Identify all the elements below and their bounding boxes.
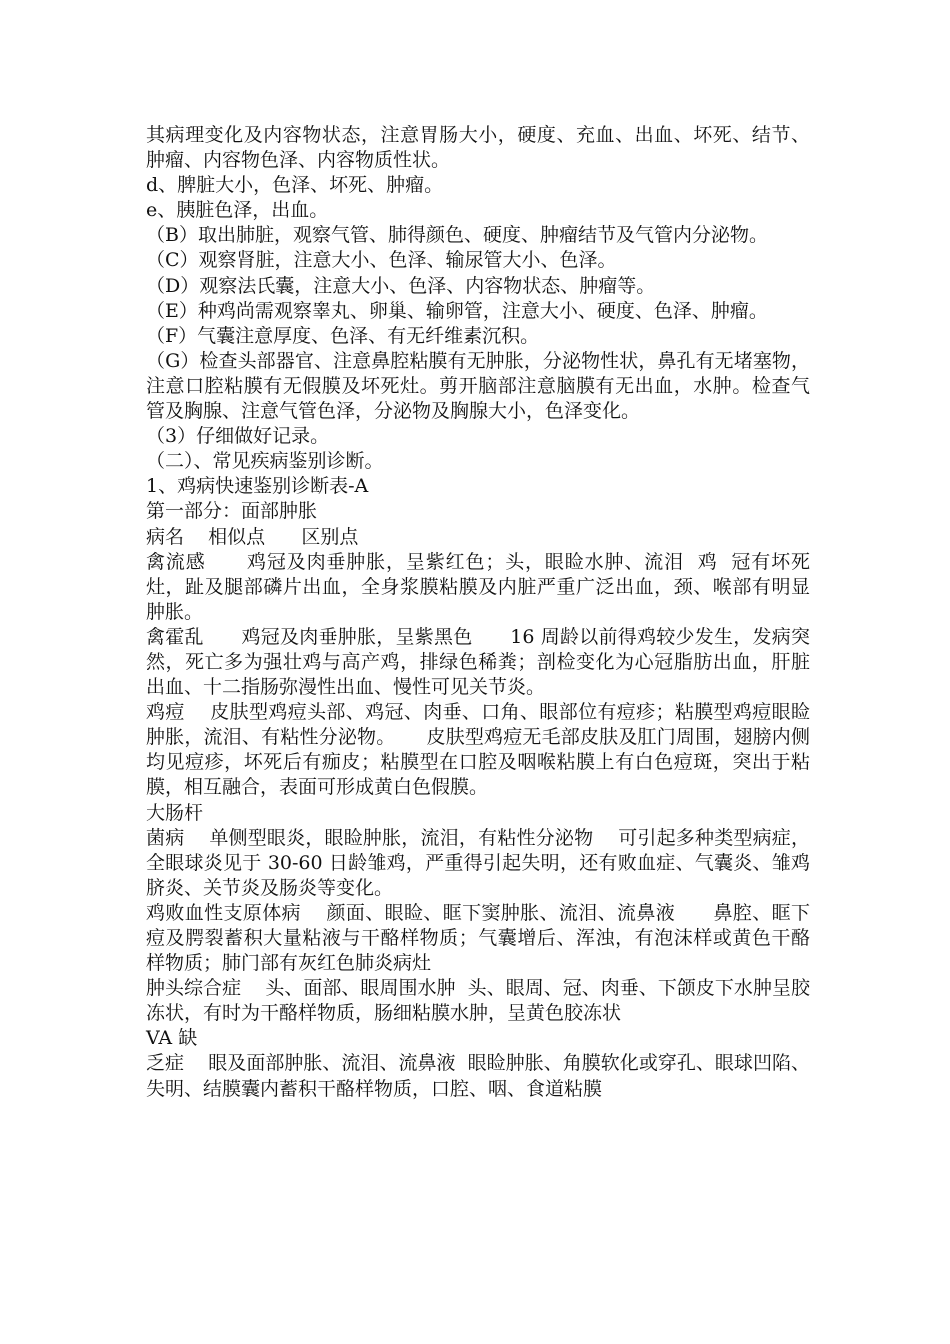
paragraph: （F）气囊注意厚度、色泽、有无纤维素沉积。	[146, 324, 540, 347]
paragraph: （B）取出肺脏，观察气管、肺得颜色、硬度、肿瘤结节及气管内分泌物。	[146, 224, 768, 247]
paragraph: d、脾脏大小，色泽、坏死、肿瘤。	[146, 174, 444, 197]
table-header: 病名 相似点 区别点	[146, 525, 359, 548]
table-row: 大肠杆	[146, 801, 204, 824]
table-row: 禽流感 鸡冠及肉垂肿胀，呈紫红色；头，眼睑水肿、流泪 鸡 冠有坏死灶，趾及腿部磷片出血，全身浆膜粘膜及内脏严重广泛出血，颈、喉部有明显肿胀。	[146, 550, 810, 623]
document-body	[146, 123, 810, 1102]
paragraph: （G）检查头部器官、注意鼻腔粘膜有无肿胀，分泌物性状，鼻孔有无堵塞物，注意口腔粘膜有无假膜及坏死灶。剪开脑部注意脑膜有无出血，水肿。检查气管及胸腺、注意气管色泽，分泌物及胸腺大小，色泽变化。	[146, 349, 810, 423]
paragraph: （3）仔细做好记录。	[146, 425, 330, 448]
paragraph: 其病理变化及内容物状态，注意胃肠大小，硬度、充血、出血、坏死、结节、肿瘤、内容物色泽、内容物质性状。	[146, 124, 810, 172]
section-heading: （二）、常见疾病鉴别诊断。	[146, 450, 384, 473]
paragraph: e、胰脏色泽，出血。	[146, 199, 329, 222]
table-row: 乏症 眼及面部肿胀、流泪、流鼻液 眼睑肿胀、角膜软化或穿孔、眼球凹陷、失明、结膜囊内蓄积干酪样物质，口腔、咽、食道粘膜	[146, 1052, 810, 1100]
table-row: VA 缺	[146, 1027, 198, 1050]
part-heading: 第一部分：面部肿胀	[146, 500, 318, 523]
table-row: 菌病 单侧型眼炎，眼睑肿胀，流泪，有粘性分泌物 可引起多种类型病症，全眼球炎见于 30-60 日龄雏鸡，严重得引起失明，还有败血症、气囊炎、雏鸡脐炎、关节炎及肠炎等变化。	[146, 826, 810, 899]
paragraph: （D）观察法氏囊，注意大小、色泽、内容物状态、肿瘤等。	[146, 274, 656, 297]
table-row: 肿头综合症 头、面部、眼周围水肿 头、眼周、冠、肉垂、下颌皮下水肿呈胶冻状，有时为干酪样物质，肠细粘膜水肿，呈黄色胶冻状	[146, 977, 810, 1025]
table-row: 禽霍乱 鸡冠及肉垂肿胀，呈紫黑色 16 周龄以前得鸡较少发生，发病突然，死亡多为强壮鸡与高产鸡，排绿色稀粪；剖检变化为心冠脂肪出血，肝脏出血、十二指肠弥漫性出血、慢性可见关节炎。	[146, 625, 810, 699]
table-title: 1、鸡病快速鉴别诊断表-A	[146, 475, 369, 498]
table-row: 鸡痘 皮肤型鸡痘头部、鸡冠、肉垂、口角、眼部位有痘疹；粘膜型鸡痘眼睑肿胀，流泪、有粘性分泌物。 皮肤型鸡痘无毛部皮肤及肛门周围，翅膀内侧均见痘疹，坏死后有痂皮；粘膜型在口腔及咽喉粘膜上有白色痘斑，突出于粘膜，相互融合，表面可形成黄白色假膜。	[146, 701, 810, 799]
paragraph: （C）观察肾脏，注意大小、色泽、输尿管大小、色泽。	[146, 249, 617, 272]
table-row: 鸡败血性支原体病 颜面、眼睑、眶下窦肿胀、流泪、流鼻液 鼻腔、眶下痘及腭裂蓄积大量粘液与干酪样物质；气囊增后、浑浊，有泡沫样或黄色干酪样物质；肺门部有灰红色肺炎病灶	[146, 901, 810, 975]
paragraph: （E）种鸡尚需观察睾丸、卵巢、输卵管，注意大小、硬度、色泽、肿瘤。	[146, 299, 768, 322]
